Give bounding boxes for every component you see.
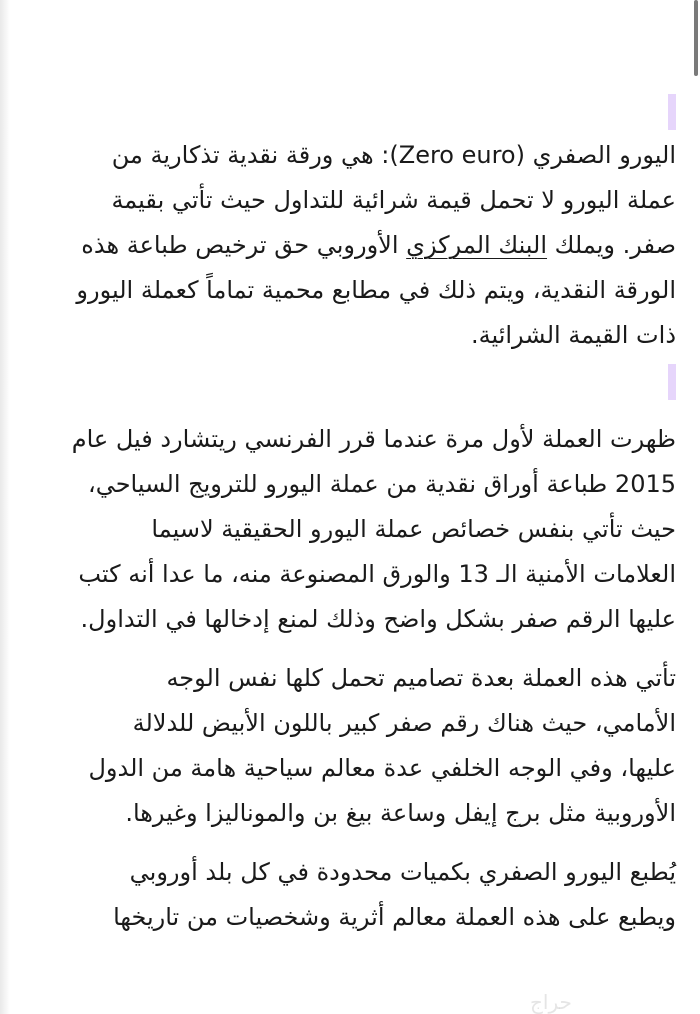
paragraph-printing [22, 850, 676, 940]
text-line: 2015 طباعة أوراق نقدية من عملة اليورو للترويج السياحي، [87, 470, 676, 498]
text-line: عليها الرقم صفر بشكل واضح وذلك لمنع إدخالها في التداول. [80, 605, 676, 633]
text-line: ظهرت العملة لأول مرة عندما قرر الفرنسي ريتشارد فيل عام [71, 425, 676, 453]
text-line: الأوروبية مثل برج إيفل وساعة بيغ بن والموناليزا وغيرها. [125, 799, 676, 827]
text-line: ذات القيمة الشرائية. [470, 321, 676, 349]
text-line: الأمامي، حيث هناك رقم صفر كبير باللون الأبيض للدلالة [132, 709, 676, 737]
text-line: اليورو الصفري (Zero euro): هي ورقة نقدية تذكارية من [111, 141, 676, 169]
text-fragment: صفر. ويملك [547, 231, 676, 259]
paragraph-designs [22, 656, 676, 836]
text-line: العلامات الأمنية الـ 13 والورق المصنوعة منه، ما عدا أنه كتب [78, 560, 676, 588]
watermark-logo: حراج [530, 990, 572, 1014]
text-line: عليها، وفي الوجه الخلفي عدة معالم سياحية هامة من الدول [88, 754, 676, 782]
left-edge-shadow [0, 0, 10, 1014]
text-fragment: الأوروبي حق ترخيص طباعة هذه [81, 231, 407, 259]
paragraph-intro [22, 88, 676, 403]
text-line-with-link [22, 223, 676, 268]
text-line: ويطبع على هذه العملة معالم أثرية وشخصيات من تاريخها [113, 903, 676, 931]
central-bank-link[interactable]: البنك المركزي [406, 231, 548, 259]
scrollbar-thumb[interactable] [694, 0, 698, 76]
article-body [22, 88, 676, 954]
text-line: يُطبع اليورو الصفري بكميات محدودة في كل بلد أوروبي [129, 858, 676, 886]
text-line: الورقة النقدية، ويتم ذلك في مطابع محمية تماماً كعملة اليورو [76, 276, 676, 304]
text-line: عملة اليورو لا تحمل قيمة شرائية للتداول حيث تأتي بقيمة [111, 186, 676, 214]
text-line: تأتي هذه العملة بعدة تصاميم تحمل كلها نفس الوجه [166, 664, 676, 692]
text-line: حيث تأتي بنفس خصائص عملة اليورو الحقيقية لاسيما [151, 515, 676, 543]
paragraph-origin [22, 417, 676, 642]
text-highlight [22, 94, 676, 400]
